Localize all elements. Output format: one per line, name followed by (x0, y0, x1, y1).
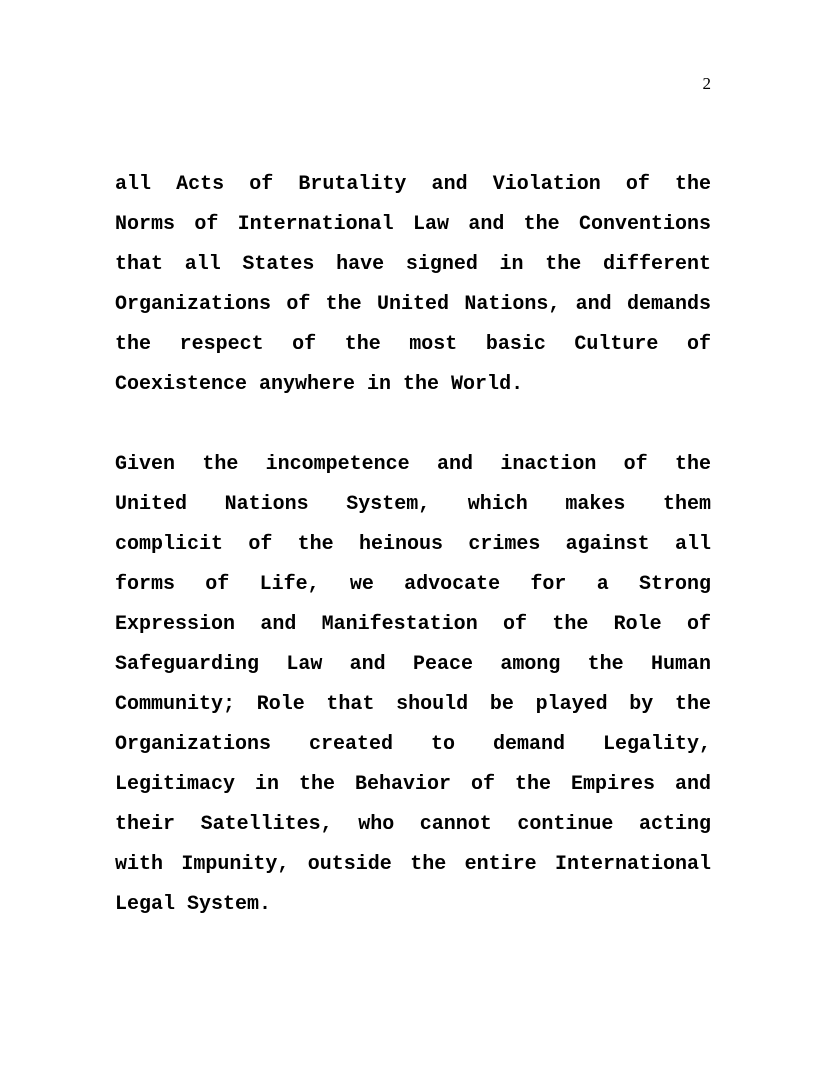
text-line: Given the incompetence and inaction of the (115, 453, 711, 476)
text-line: Organizations of the United Nations, and demands (115, 293, 711, 316)
document-body (115, 165, 711, 925)
text-line: United Nations System, which makes them (115, 493, 711, 516)
text-line: Community; Role that should be played by the (115, 693, 711, 716)
text-line: Legal System. (115, 893, 272, 916)
paragraph-1 (115, 165, 711, 405)
page-number: 2 (702, 74, 711, 93)
text-line: their Satellites, who cannot continue acting (115, 813, 711, 836)
text-line: Legitimacy in the Behavior of the Empires and (115, 773, 711, 796)
text-line: the respect of the most basic Culture of (115, 333, 711, 356)
text-line: Safeguarding Law and Peace among the Human (115, 653, 711, 676)
text-line: forms of Life, we advocate for a Strong (115, 573, 711, 596)
text-line: Coexistence anywhere in the World. (115, 373, 524, 396)
text-line: Expression and Manifestation of the Role of (115, 613, 711, 636)
text-line: that all States have signed in the different (115, 253, 711, 276)
text-line: Organizations created to demand Legality, (115, 733, 711, 756)
text-line: complicit of the heinous crimes against all (115, 533, 711, 556)
text-line: all Acts of Brutality and Violation of the (115, 173, 711, 196)
text-line: with Impunity, outside the entire International (115, 853, 711, 876)
text-line: Norms of International Law and the Conventions (115, 213, 711, 236)
paragraph-2 (115, 445, 711, 925)
